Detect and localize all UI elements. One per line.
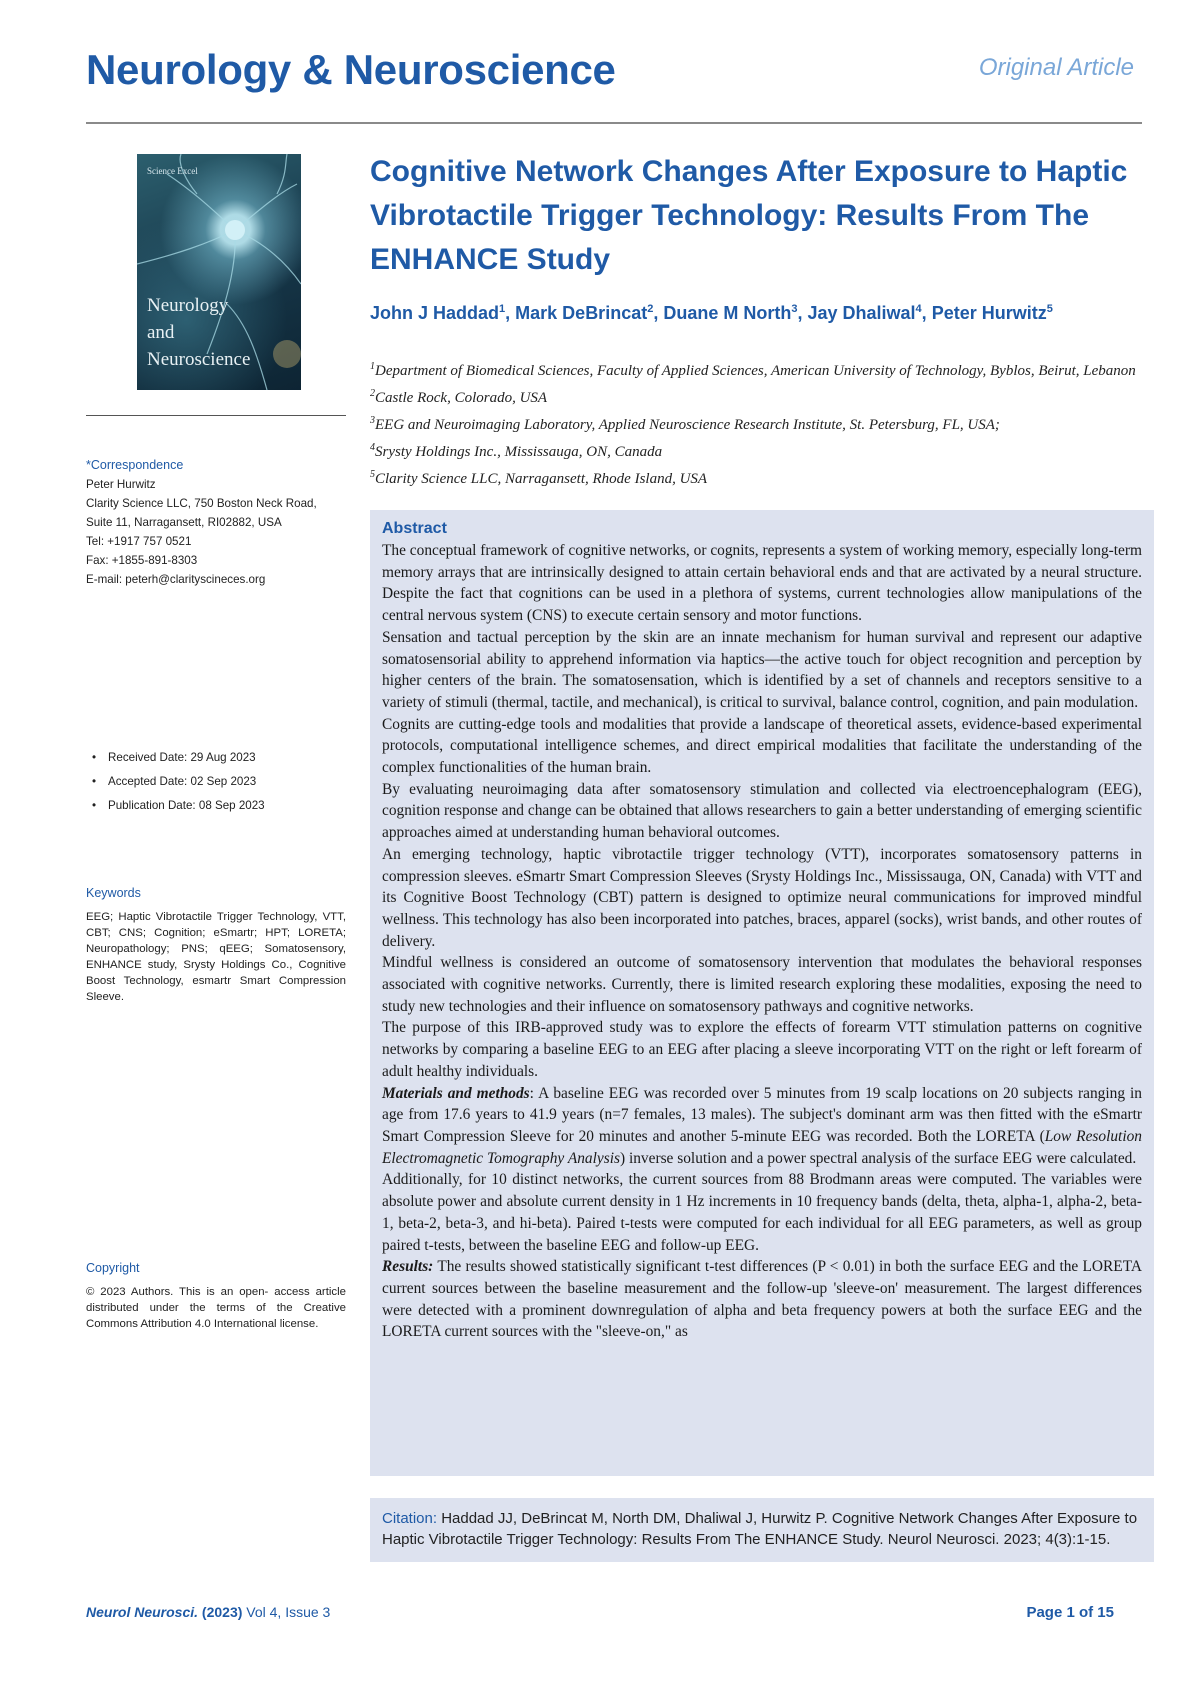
affiliation: $^4$Srysty Holdings Inc., Mississauga, ON, Canada [370, 442, 663, 460]
keywords-text: EEG; Haptic Vibrotactile Trigger Technology, VTT, CBT; CNS; Cognition; eSmartr; HPT; LORETA; Neuropathology; PNS; qEEG; Somatosensory, ENHANCE study, Srysty Holdings Co., Cognitive Boost Technology, esmartr Smart Compression Sleeve. [86, 911, 346, 1003]
copyright-text: © 2023 Authors. This is an open- access article distributed under the terms of the Creative Commons Attribution 4.0 International license. [86, 1286, 346, 1330]
correspondence-email[interactable]: E-mail: peterh@clarityscineces.org [86, 573, 266, 586]
abstract-paragraph: Additionally, for 10 distinct networks, the current sources from 88 Brodmann areas were computed. The variables were absolute power and absolute current density in 1 Hz increments in 10 frequency bands (delta, theta, alpha-1, alpha-2, beta-1, beta-2, beta-3, and hi-beta). Paired t-tests were computed for each individual for all EEG parameters, as well as group paired t-tests, between the baseline EEG and follow-up EEG. [382, 1171, 1142, 1254]
citation-box [370, 1498, 1154, 1562]
article-type: Original Article [978, 54, 1134, 81]
correspondence-block [86, 456, 346, 589]
citation-label: Citation: [382, 1510, 438, 1527]
abstract-paragraph: The purpose of this IRB-approved study was to explore the effects of forearm VTT stimulation patterns on cognitive networks by comparing a baseline EEG to an EEG after placing a sleeve incorporating VTT on the right or left forearm of adult healthy individuals. [382, 1019, 1142, 1080]
copyright-heading: Copyright [86, 1261, 140, 1275]
correspondence-fax: Fax: +1855-891-8303 [86, 554, 198, 567]
journal-cover-image [137, 154, 301, 390]
author: Duane M North$^3$, [663, 303, 808, 323]
journal-name: Neurology & Neuroscience [86, 46, 616, 93]
publication-date: • Publication Date: 08 Sep 2023 [108, 796, 346, 815]
correspondence-tel: Tel: +1917 757 0521 [86, 535, 192, 548]
cover-title: Neurology and Neuroscience [147, 295, 251, 370]
abstract-paragraph: Cognits are cutting-edge tools and modalities that provide a landscape of theoretical assets, evidence-based experimental protocols, computational intelligence schemes, and direct empirical modalities that facilitate the understanding of the complex functionalities of the human brain. [382, 715, 1142, 777]
correspondence-heading: *Correspondence [86, 458, 184, 472]
abstract-heading: Abstract [382, 520, 447, 537]
header-divider [86, 122, 1142, 124]
received-date: • Received Date: 29 Aug 2023 [108, 748, 346, 767]
page-number: Page 1 of 15 [1026, 1604, 1114, 1621]
keywords-block [86, 884, 346, 1005]
abstract-paragraph: Sensation and tactual perception by the skin are an innate mechanism for human survival and represent our adaptive somatosensorial ability to apprehend information via haptics—the active touch for object recognition and perception by higher centers of the brain. The somatosensation, which is identified by a set of channels and receptors sensitive to a variety of stimuli (thermal, tactile, and mechanical), is critical to survival, balance control, cognition, and pain modulation. [382, 628, 1142, 711]
citation-text: Haddad JJ, DeBrincat M, North DM, Dhaliwal J, Hurwitz P. Cognitive Network Changes After Exposure to Haptic Vibrotactile Trigger Technology: Results From The ENHANCE Study. Neurol Neurosci. 2023; 4(3):1-15. [382, 1510, 1138, 1548]
affiliation: $^5$Clarity Science LLC, Narragansett, Rhode Island, USA [370, 469, 708, 487]
abstract-paragraph: The conceptual framework of cognitive networks, or cognits, represents a system of working memory, especially long-term memory arrays that are intrinsically designed to attain certain behavioral ends and that are activated by a neural structure. Despite the fact that cognitions can be used in a plethora of systems, current technologies allow manipulations of the central nervous system (CNS) to execute certain sensory and motor functions. [382, 542, 1142, 625]
author: Jay Dhaliwal$^4$, [807, 303, 932, 323]
abstract-paragraph: By evaluating neuroimaging data after somatosensory stimulation and collected via electroencephalogram (EEG), cognition response and change can be obtained that allows researchers to gain a better understanding of emerging scientific approaches aimed at understanding human behavioral outcomes. [382, 780, 1142, 842]
footer-journal: Neurol Neurosci. (2023) Vol 4, Issue 3 [86, 1604, 331, 1620]
correspondence-name: Peter Hurwitz [86, 478, 156, 491]
dates-block [86, 748, 346, 820]
abstract-body [382, 540, 1142, 1343]
copyright-block [86, 1259, 346, 1332]
author: John J Haddad$^1$, [370, 303, 516, 323]
author-list [370, 296, 1150, 326]
accepted-date: • Accepted Date: 02 Sep 2023 [108, 772, 346, 791]
results-label: Results: [382, 1258, 434, 1276]
abstract-box [370, 510, 1154, 1476]
correspondence-address-1: Clarity Science LLC, 750 Boston Neck Road, [86, 497, 317, 510]
cover-publisher: Science Excel [147, 166, 198, 176]
affiliation-list [370, 358, 1150, 493]
article-title: Cognitive Network Changes After Exposure to Haptic Vibrotactile Trigger Technology: Results From The ENHANCE Study [370, 155, 1128, 276]
abstract-methods: Materials and methods: A baseline EEG was recorded over 5 minutes from 19 scalp locations on 20 subjects ranging in age from 17.6 years to 41.9 years (n=7 females, 13 males). The subject's dominant arm was then fitted with the eSmartr Smart Compression Sleeve for 20 minutes and another 5-minute EEG was recorded. Both the LORETA (Low Resolution Electromagnetic Tomography Analysis) inverse solution and a power spectral analysis of the surface EEG were calculated. [382, 1084, 1142, 1167]
affiliation: $^3$EEG and Neuroimaging Laboratory, Applied Neuroscience Research Institute, St. Petersburg, FL, USA; [370, 415, 1000, 433]
affiliation: $^2$Castle Rock, Colorado, USA [370, 388, 548, 406]
abstract-paragraph: Mindful wellness is considered an outcome of somatosensory intervention that modulates the behavioral responses associated with cognitive networks. Currently, there is limited research exploring these modalities, exposing the need to study new technologies and their influence on somatosensory pathways and cognitive networks. [382, 954, 1142, 1015]
methods-label: Materials and methods [382, 1084, 530, 1102]
abstract-results: Results: The results showed statistically significant t-test differences (P < 0.01) in both the surface EEG and the LORETA current sources between the baseline measurement and the follow-up 'sleeve-on' measurement. The largest differences were detected with a prominent downregulation of alpha and beta frequency powers at both the surface EEG and the LORETA current sources with the "sleeve-on," as [382, 1258, 1142, 1341]
author: Mark DeBrincat$^2$, [515, 303, 664, 323]
correspondence-address-2: Suite 11, Narragansett, RI02882, USA [86, 516, 282, 529]
abstract-paragraph: An emerging technology, haptic vibrotactile trigger technology (VTT), incorporates somatosensory patterns in compression sleeves. eSmartr Smart Compression Sleeves (Srysty Holdings Inc., Mississauga, ON, Canada) with VTT and its Cognitive Boost Technology (CBT) pattern is designed to optimize neural communications for improved mindful wellness. This technology has also been incorporated into patches, braces, apparel (socks), wrist bands, and other routes of delivery. [382, 845, 1142, 950]
affiliation: $^1$Department of Biomedical Sciences, Faculty of Applied Sciences, American University of Technology, Byblos, Beirut, Lebanon [370, 361, 1136, 379]
sidebar-divider [86, 415, 346, 416]
author: Peter Hurwitz$^5$ [931, 303, 1053, 323]
keywords-heading: Keywords [86, 886, 141, 900]
